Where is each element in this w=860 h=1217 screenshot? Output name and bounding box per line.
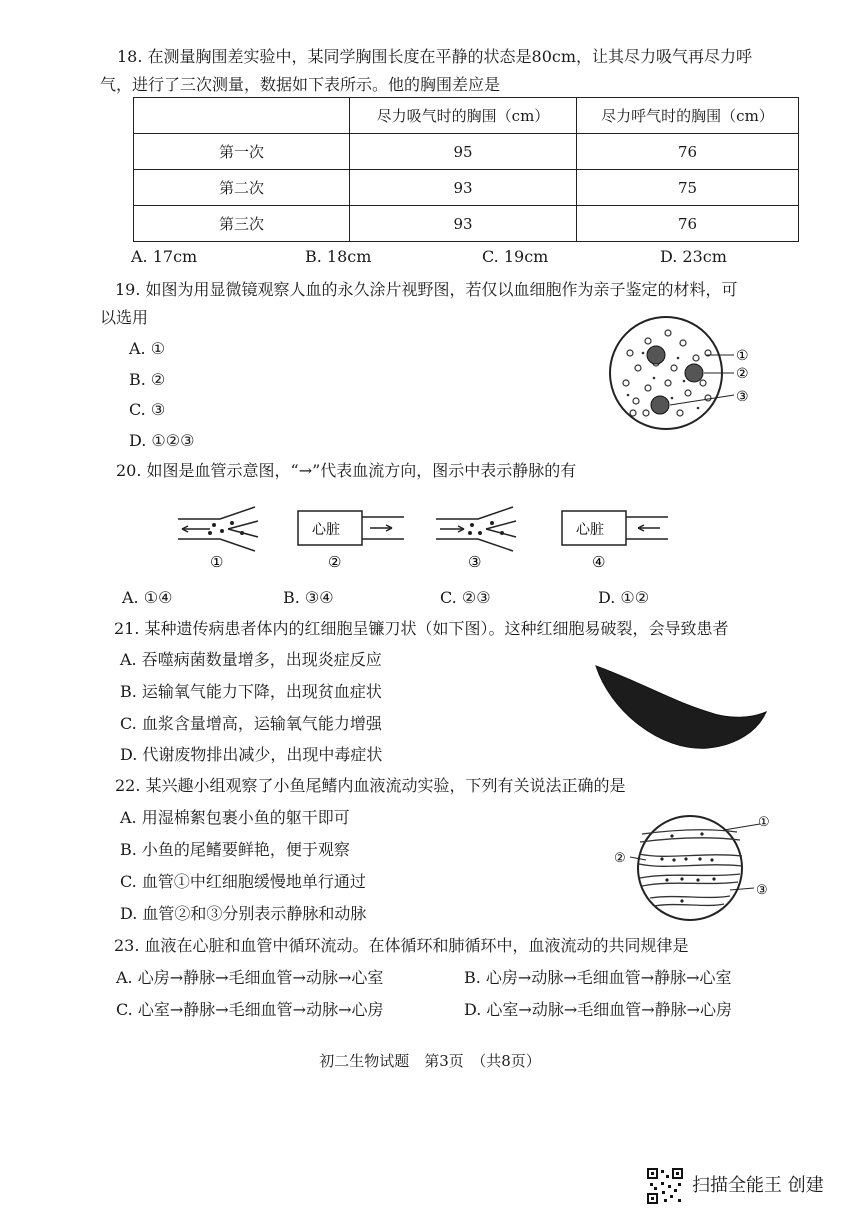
table-cell: 75 <box>577 170 799 206</box>
blood-smear-figure <box>608 313 768 443</box>
q18-option-d: D. 23cm <box>660 247 727 266</box>
q19-option-a: A. ① <box>129 339 166 358</box>
table-cell: 93 <box>350 170 577 206</box>
q20-stem: 20. 如图是血管示意图，“→”代表血流方向，图示中表示静脉的有 <box>116 461 577 480</box>
sickle-cell-figure <box>590 660 770 760</box>
q21-option-b: B. 运输氧气能力下降，出现贫血症状 <box>120 682 382 701</box>
table-row <box>134 134 799 170</box>
q20-option-a: A. ①④ <box>122 588 173 607</box>
table-cell: 93 <box>350 206 577 242</box>
blood-label-3: ③ <box>736 389 749 405</box>
fish-label-1: ① <box>758 815 770 830</box>
chest-measurement-table <box>133 97 799 242</box>
q23-option-d: D. 心室→动脉→毛细血管→静脉→心房 <box>464 1000 733 1019</box>
fish-tail-figure <box>612 812 772 924</box>
table-header-cell <box>134 98 350 134</box>
table-cell: 76 <box>577 134 799 170</box>
table-cell: 95 <box>350 134 577 170</box>
vessel-label-1: ① <box>210 553 224 571</box>
q18-stem-line1: 18. 在测量胸围差实验中，某同学胸围长度在平静的状态是80cm，让其尽力吸气再尽力呼 <box>117 47 753 66</box>
table-cell: 第一次 <box>134 134 350 170</box>
table-row <box>134 206 799 242</box>
q21-stem: 21. 某种遗传病患者体内的红细胞呈镰刀状（如下图）。这种红细胞易破裂，会导致患者 <box>114 619 729 638</box>
q20-option-b: B. ③④ <box>283 588 334 607</box>
page-footer: 初二生物试题 第3页 （共8页） <box>319 1052 541 1070</box>
q23-stem: 23. 血液在心脏和血管中循环流动。在体循环和肺循环中，血液流动的共同规律是 <box>114 936 689 955</box>
table-cell: 第三次 <box>134 206 350 242</box>
table-row <box>134 170 799 206</box>
q23-option-c: C. 心室→静脉→毛细血管→动脉→心房 <box>116 1000 384 1019</box>
q18-stem-line2: 气，进行了三次测量，数据如下表所示。他的胸围差应是 <box>100 75 501 94</box>
blood-label-2: ② <box>736 366 749 382</box>
blood-label-1: ① <box>736 348 749 364</box>
q19-option-c: C. ③ <box>129 400 166 419</box>
q19-stem-line2: 以选用 <box>100 308 149 327</box>
q23-option-a: A. 心房→静脉→毛细血管→动脉→心室 <box>116 968 384 987</box>
table-cell: 第二次 <box>134 170 350 206</box>
heart-box-label: 心脏 <box>312 522 340 538</box>
q21-option-a: A. 吞噬病菌数量增多，出现炎症反应 <box>120 650 382 669</box>
q18-option-a: A. 17cm <box>131 247 198 266</box>
q18-option-c: C. 19cm <box>482 247 549 266</box>
vessel-label-3: ③ <box>468 553 482 571</box>
q23-option-b: B. 心房→动脉→毛细血管→静脉→心室 <box>464 968 732 987</box>
heart-box-label: 心脏 <box>576 522 604 538</box>
q18-option-b: B. 18cm <box>305 247 372 266</box>
vessel-label-4: ④ <box>592 553 606 571</box>
q22-option-b: B. 小鱼的尾鳍要鲜艳，便于观察 <box>120 840 350 859</box>
q19-option-d: D. ①②③ <box>129 431 195 450</box>
q22-stem: 22. 某兴趣小组观察了小鱼尾鳍内血液流动实验，下列有关说法正确的是 <box>115 776 626 795</box>
scanner-watermark: 扫描全能王 创建 <box>692 1175 824 1196</box>
blood-vessel-figure <box>170 505 690 575</box>
table-header-cell: 尽力呼气时的胸围（cm） <box>577 98 799 134</box>
table-header-row <box>134 98 799 134</box>
q20-option-d: D. ①② <box>598 588 650 607</box>
table-cell: 76 <box>577 206 799 242</box>
q21-option-d: D. 代谢废物排出减少，出现中毒症状 <box>120 745 383 764</box>
q22-option-c: C. 血管①中红细胞缓慢地单行通过 <box>120 872 366 891</box>
q22-option-d: D. 血管②和③分别表示静脉和动脉 <box>120 904 367 923</box>
qr-code-icon <box>646 1167 684 1205</box>
table-header-cell: 尽力吸气时的胸围（cm） <box>350 98 577 134</box>
fish-label-2: ② <box>614 851 626 866</box>
q22-option-a: A. 用湿棉絮包裹小鱼的躯干即可 <box>120 808 350 827</box>
q21-option-c: C. 血浆含量增高，运输氧气能力增强 <box>120 714 382 733</box>
q20-option-c: C. ②③ <box>440 588 491 607</box>
vessel-label-2: ② <box>328 553 342 571</box>
q19-option-b: B. ② <box>129 370 166 389</box>
q19-stem-line1: 19. 如图为用显微镜观察人血的永久涂片视野图，若仅以血细胞作为亲子鉴定的材料，可 <box>115 280 738 299</box>
fish-label-3: ③ <box>756 883 768 898</box>
